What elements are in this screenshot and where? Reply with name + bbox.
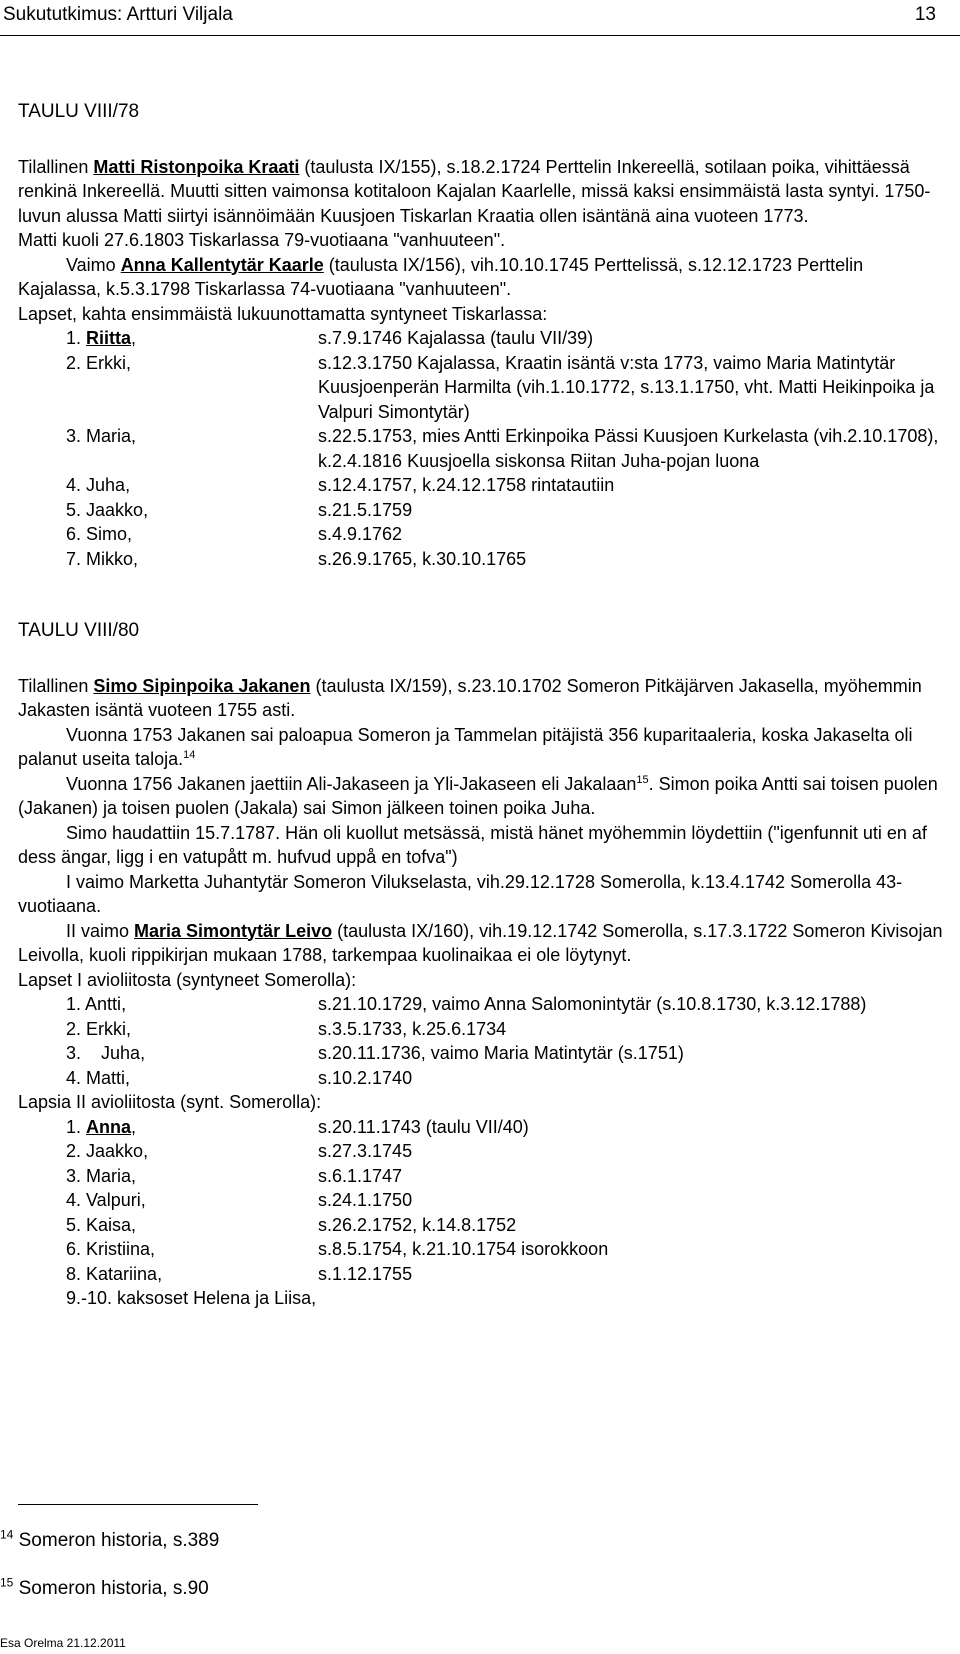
child-name: Simo [86,524,128,544]
child-row: 7. Mikko, s.26.9.1765, k.30.10.1765 [18,547,948,572]
child-number: 7. [66,548,87,569]
children-list-b2 [18,1115,948,1311]
child-number: 1. [66,994,86,1014]
child-details: s.20.11.1736, vaimo Maria Matintytär (s.1751) [318,1043,684,1063]
child-details: s.12.3.1750 Kajalassa, Kraatin isäntä v:sta 1773, vaimo Maria Matintytär Kuusjoenperän Harmilta (vih.1.10.1772, s.13.1.1750, vht. Matti Heikinpoika ja Valpuri Simontytär) [318,352,935,422]
section-heading-viii-80: TAULU VIII/80 [18,620,140,641]
child-number: 6. [66,1239,87,1259]
page-header [0,0,960,36]
child-row: 1. Antti, s.21.10.1729, vaimo Anna Salomonintytär (s.10.8.1730, k.3.12.1788) [18,992,948,1017]
paragraph-first-wife: I vaimo Marketta Juhantytär Someron Vilukselasta, vih.29.12.1728 Somerolla, k.13.4.1742 Somerolla 43-vuotiaana. [18,871,903,916]
child-number: 3. [66,1043,102,1063]
child-row: 5. Jaakko, s.21.5.1759 [18,498,948,523]
child-row: 3. Juha, s.20.11.1736, vaimo Maria Matintytär (s.1751) [18,1041,948,1066]
page-number: 13 [914,4,936,25]
page-footer: Esa Orelma 21.12.2011 [0,1636,126,1650]
child-row: 8. Katariina, s.1.12.1755 [18,1262,948,1287]
children2-intro: Lapsia II avioliitosta (synt. Somerolla): [18,1092,322,1112]
children-intro: Lapset, kahta ensimmäistä lukuunottamatta syntyneet Tiskarlassa: [18,303,548,324]
child-number: 1. [66,328,87,348]
footnote-ref-15: 15 [636,773,649,786]
paragraph-simo-intro: Tilallinen Simo Sipinpoika Jakanen (taulusta IX/159), s.23.10.1702 Someron Pitkäjärven Jakasella, myöhemmin Jakasten isäntä vuoteen 1755 asti. [18,675,922,720]
child-details: s.22.5.1753, mies Antti Erkinpoika Pässi Kuusjoen Kurkelasta (vih.2.10.1708), k.2.4.1816 Kuusjoella siskonsa Riitan Juha-pojan luona [318,426,939,471]
child-row: 4. Valpuri, s.24.1.1750 [18,1188,948,1213]
child-name: Jaakko [86,499,144,520]
child-row: 2. Jaakko, s.27.3.1745 [18,1139,948,1164]
person-link-simo: Simo Sipinpoika Jakanen [93,675,311,696]
child-name: Riitta [86,328,132,348]
child-number: 5. [66,499,87,520]
child-number: 5. [66,1214,87,1235]
document-title: Sukututkimus: Artturi Viljala [3,4,233,25]
person-link-maria-leivo: Maria Simontytär Leivo [134,920,333,941]
child-details: s.7.9.1746 Kajalassa (taulu VII/39) [318,328,594,348]
child-name: Jaakko [86,1141,144,1161]
children1-intro: Lapset I avioliitosta (syntyneet Somerolla): [18,969,357,990]
child-row: 4. Matti, s.10.2.1740 [18,1066,948,1091]
child-row: 2. Erkki, s.12.3.1750 Kajalassa, Kraatin isäntä v:sta 1773, vaimo Maria Matintytär Kuusjoenperän Harmilta (vih.1.10.1772, s.13.1.1750, vht. Matti Heikinpoika ja Valpuri Simontytär) [18,351,948,425]
section-heading-viii-78: TAULU VIII/78 [18,101,140,122]
child-row: 3. Maria, s.22.5.1753, mies Antti Erkinpoika Pässi Kuusjoen Kurkelasta (vih.2.10.1708), k.2.4.1816 Kuusjoella siskonsa Riitan Juha-pojan luona [18,424,948,473]
paragraph-matti-intro: Tilallinen Matti Ristonpoika Kraati (taulusta IX/155), s.18.2.1724 Perttelin Inkereellä, sotilaan poika, vihittäessä renkinä Inkereellä. Muutti sitten vaimonsa kotitaloon Kajalan Kaarlelle, missä kaksi ensimmäistä lasta syntyi. 1750-luvun alussa Matti siirtyi isännöimään Kuusjoen Tiskarlan Kraatia ollen isäntänä aina vuoteen 1773. [18,156,931,226]
child-name: Antti [85,994,122,1014]
child-row: 1. Riitta, s.7.9.1746 Kajalassa (taulu VII/39) [18,326,948,351]
child-name: Maria [86,426,132,446]
footnote-rule [18,1504,258,1505]
footnote-ref-14: 14 [183,749,196,761]
child-number: 2. [66,1018,87,1039]
child-details [318,1286,948,1311]
footnote-15: $^{15}$ Someron historia, s.90 [0,1575,209,1599]
footnote-14: $^{14}$ Someron historia, s.389 [0,1527,220,1551]
child-name: Katariina [86,1263,158,1284]
paragraph-split: Vuonna 1756 Jakanen jaettiin Ali-Jakaseen ja Yli-Jakaseen eli Jakalaan$^{15}$. Simon poika Antti sai toisen puolen (Jakanen) ja toisen puolen (Jakala) sai Simon jälkeen toinen poika Juha. [18,773,938,818]
children-list-b1 [18,992,948,1090]
child-number: 2. [66,1141,87,1161]
child-name: kaksoset Helena ja Liisa [117,1288,312,1308]
child-name: Kristiina [86,1239,151,1259]
paragraph-burial: Simo haudattiin 15.7.1787. Hän oli kuollut metsässä, mistä hänet myöhemmin löydettiin ("igenfunnit uti en af dess ängar, ligg i en vatupått m. hufvud uppå en tofva") [18,822,927,867]
child-number: 9.-10. [66,1288,118,1308]
child-number: 4. [66,475,87,495]
child-details: s.24.1.1750 [318,1190,413,1210]
child-row: 1. Anna, s.20.11.1743 (taulu VII/40) [18,1115,948,1140]
child-details: s.12.4.1757, k.24.12.1758 rintatautiin [318,475,615,495]
child-row: 3. Maria, s.6.1.1747 [18,1164,948,1189]
child-details: s.10.2.1740 [318,1067,413,1088]
child-details: s.26.9.1765, k.30.10.1765 [318,548,527,569]
child-name: Valpuri [86,1190,141,1210]
child-name: Erkki [86,1018,127,1039]
child-details: s.1.12.1755 [318,1263,413,1284]
child-row: 2. Erkki, s.3.5.1733, k.25.6.1734 [18,1017,948,1042]
child-name: Juha [101,1043,141,1063]
child-details: s.6.1.1747 [318,1165,403,1186]
paragraph-matti-death: Matti kuoli 27.6.1803 Tiskarlassa 79-vuotiaana "vanhuuteen". [18,230,506,250]
child-name: Kaisa [86,1214,132,1235]
child-name: Maria [86,1165,132,1186]
children-list-a [18,326,948,571]
paragraph-spouse-anna: Vaimo Anna Kallentytär Kaarle (taulusta IX/156), vih.10.10.1745 Perttelissä, s.12.12.1723 Perttelin Kajalassa, k.5.3.1798 Tiskarlassa 74-vuotiaana "vanhuuteen". [18,254,864,299]
header-rule [0,35,960,36]
child-number: 1. [66,1116,87,1137]
child-details: s.21.10.1729, vaimo Anna Salomonintytär (s.10.8.1730, k.3.12.1788) [318,994,867,1014]
child-row: 6. Simo, s.4.9.1762 [18,522,948,547]
child-name: Matti [86,1067,126,1088]
child-details: s.4.9.1762 [318,524,403,544]
child-number: 4. [66,1190,87,1210]
paragraph-second-wife: II vaimo Maria Simontytär Leivo (taulusta IX/160), vih.19.12.1742 Somerolla, s.17.3.1722 Someron Kivisojan Leivolla, kuoli rippikirjan mukaan 1788, tarkempaa kuolinaikaa ei ole löytynyt. [18,920,943,965]
person-link-anna-kaarle: Anna Kallentytär Kaarle [120,254,324,275]
child-name: Mikko [86,548,134,569]
child-row: 9.-10. kaksoset Helena ja Liisa, [18,1286,948,1311]
child-number: 6. [66,524,87,544]
child-number: 2. [66,352,87,373]
child-details: s.20.11.1743 (taulu VII/40) [318,1116,529,1137]
child-number: 3. [66,426,87,446]
child-name: Juha [86,475,126,495]
child-row: 4. Juha, s.12.4.1757, k.24.12.1758 rintatautiin [18,473,948,498]
child-details: s.8.5.1754, k.21.10.1754 isorokkoon [318,1239,609,1259]
child-name: Anna [86,1116,132,1137]
child-details: s.3.5.1733, k.25.6.1734 [318,1018,507,1039]
child-name: Erkki [86,352,127,373]
paragraph-fire-aid: Vuonna 1753 Jakanen sai paloapua Someron ja Tammelan pitäjistä 356 kuparitaaleria, koska Jakaselta oli palanut useita taloja.$^{14}$ [18,724,913,769]
person-link-matti: Matti Ristonpoika Kraati [93,156,300,177]
child-details: s.21.5.1759 [318,499,413,520]
child-number: 3. [66,1165,87,1186]
child-number: 8. [66,1263,87,1284]
document-body [18,100,948,1311]
child-details: s.26.2.1752, k.14.8.1752 [318,1214,517,1235]
child-details: s.27.3.1745 [318,1141,413,1161]
child-row: 5. Kaisa, s.26.2.1752, k.14.8.1752 [18,1213,948,1238]
child-row: 6. Kristiina, s.8.5.1754, k.21.10.1754 isorokkoon [18,1237,948,1262]
child-number: 4. [66,1067,87,1088]
